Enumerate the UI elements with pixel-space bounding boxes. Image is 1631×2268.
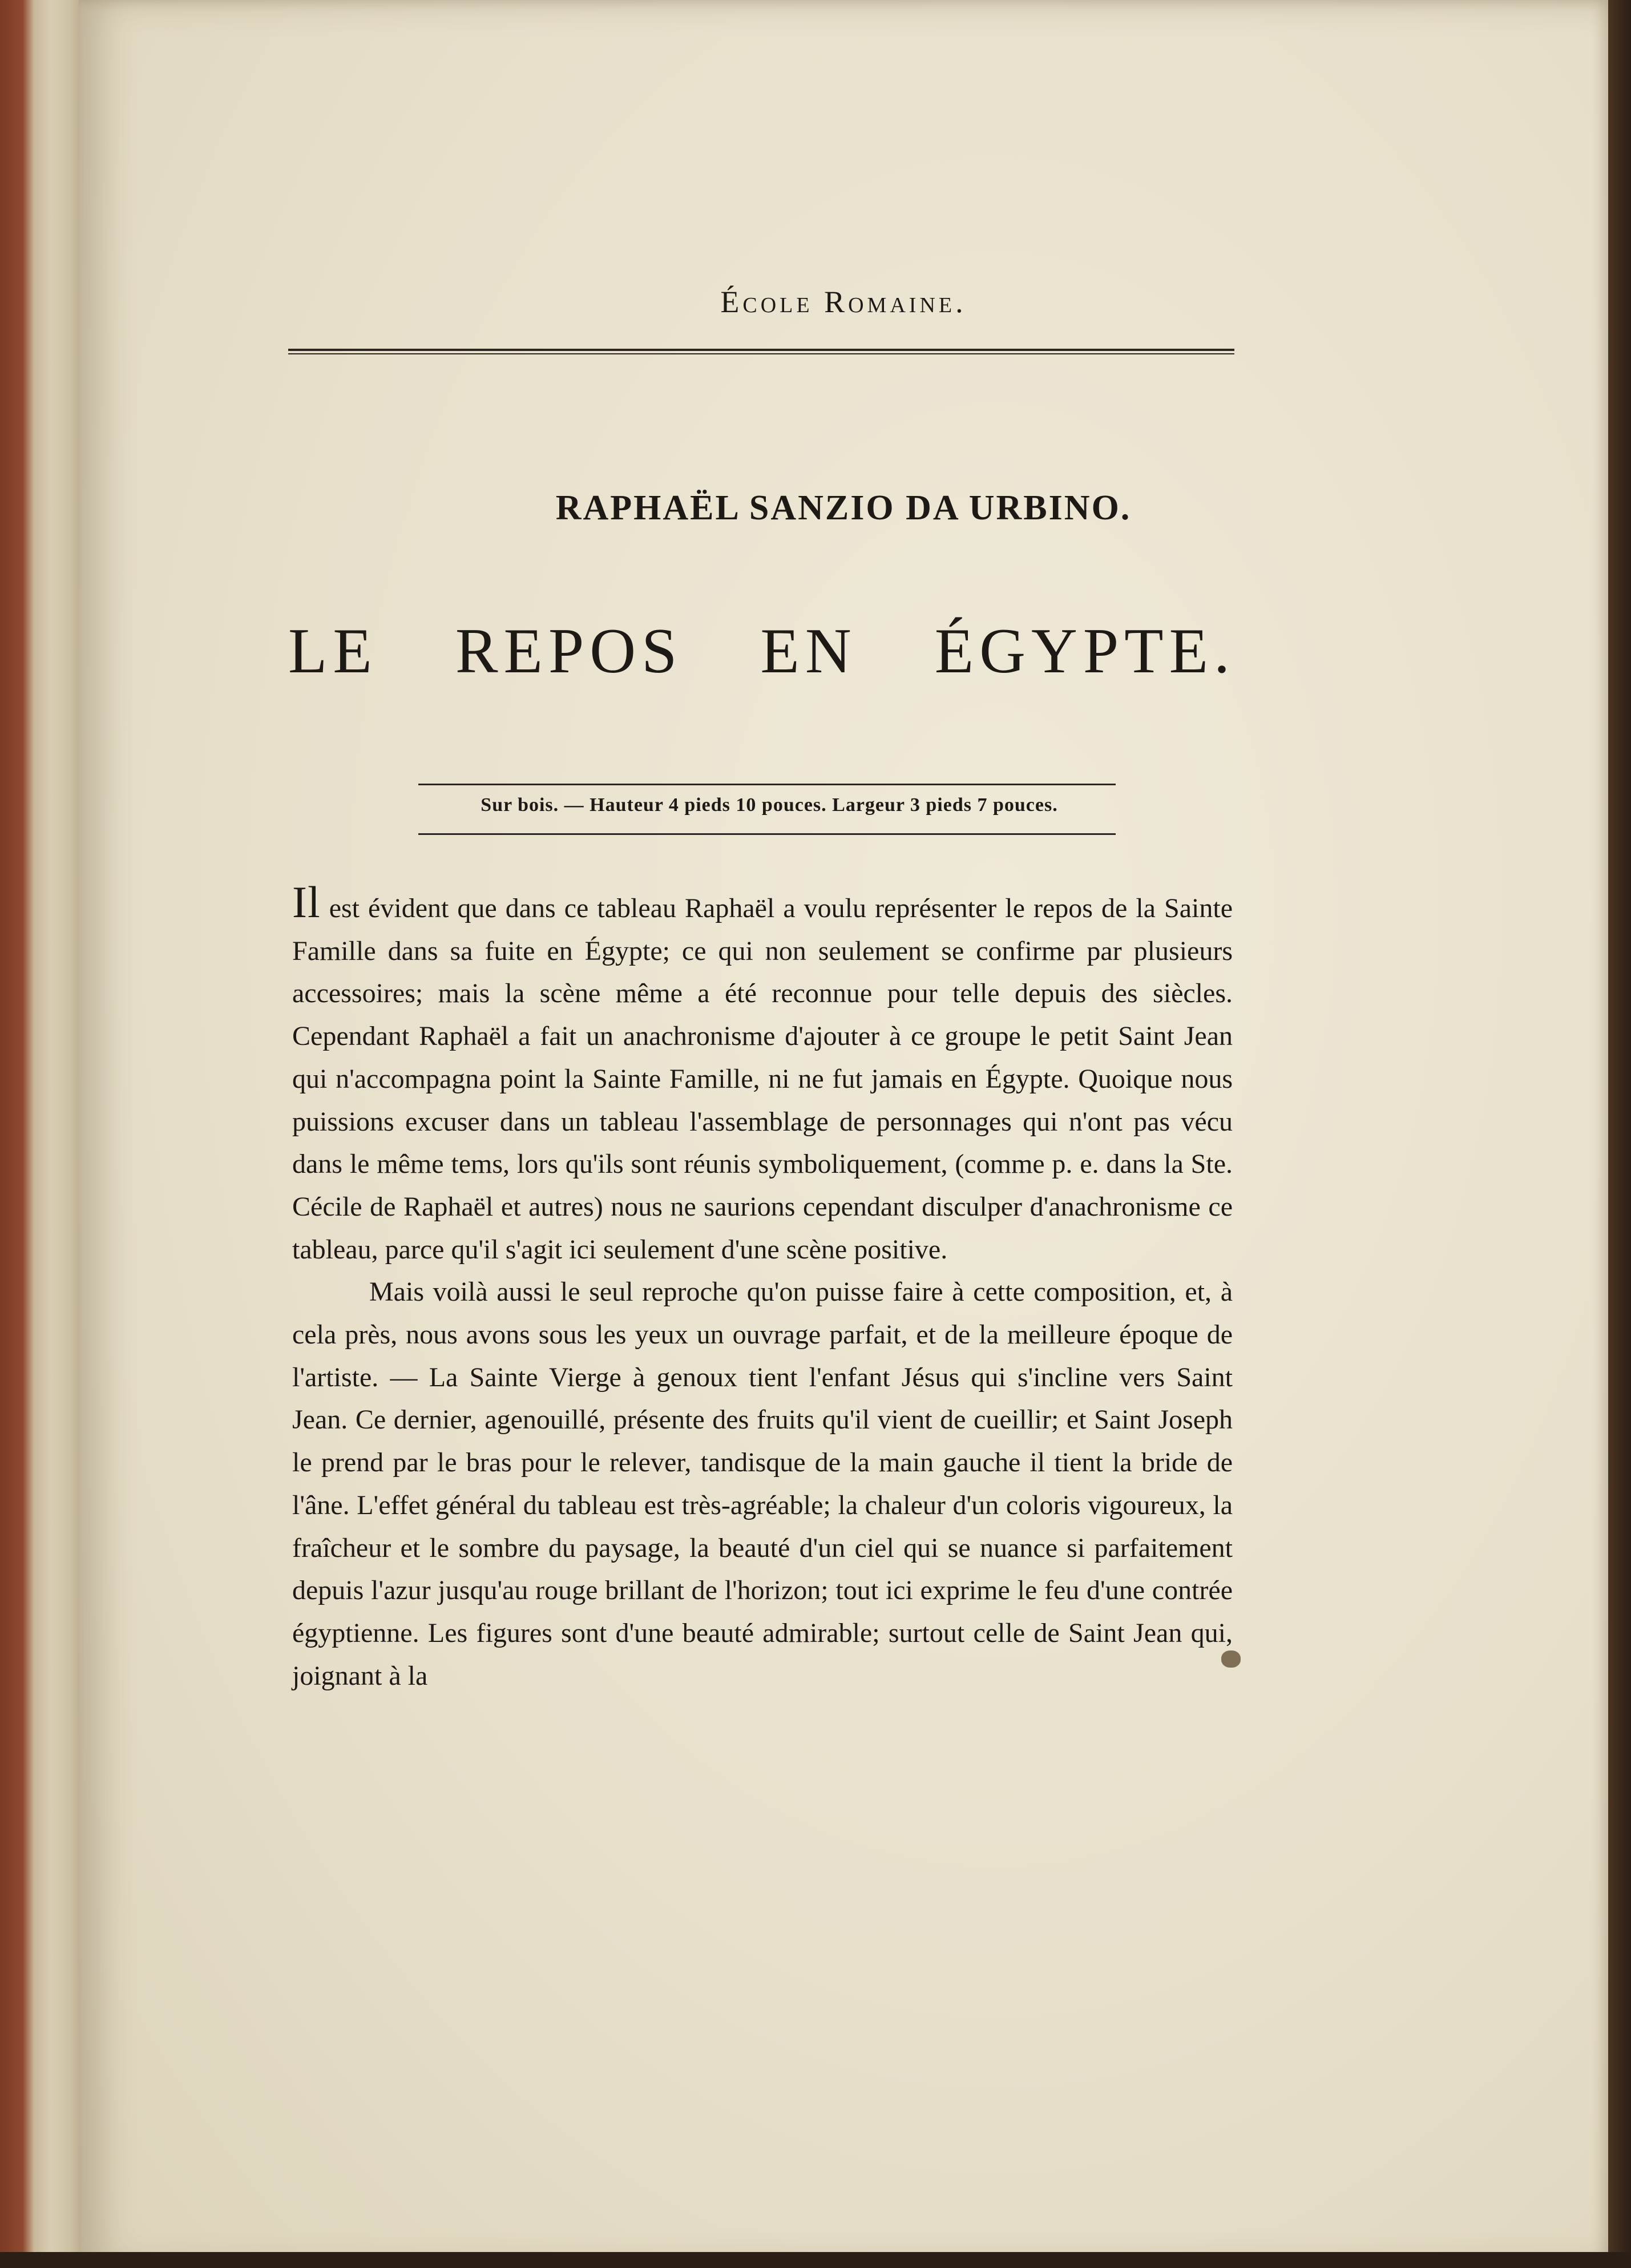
body-text [292, 877, 1233, 1697]
meta-rule-bottom [418, 833, 1116, 835]
paragraph-1 [292, 877, 1233, 1271]
paragraph-1-text: est évident que dans ce tableau Raphaël a voulu représenter le repos de la Sainte Famille dans sa fuite en Égypte; ce qui non seulement se confirme par plusieurs accessoires; mais la scène même a été reconnue pour telle depuis des siècles. Cependant Raphaël a fait un anachronisme d'ajouter à ce groupe le petit Saint Jean qui n'accompagna point la Sainte Famille, ni ne fut jamais en Égypte. Quoique nous puissions excuser dans un tableau l'assemblage de personnages qui n'ont pas vécu dans le même tems, lors qu'ils sont réunis symboliquement, (comme p. e. dans la Ste. Cécile de Raphaël et autres) nous ne saurions cependant disculper d'anachronisme ce tableau, parce qu'il s'agit ici seulement d'une scène positive. [292, 893, 1233, 1265]
artist-name: RAPHAËL SANZIO DA URBINO. [555, 489, 1132, 527]
school-heading: École Romaine. [720, 285, 967, 319]
page-bottom-border [0, 2252, 1631, 2268]
facing-page-edge [0, 0, 80, 2268]
painting-title: LE REPOS EN ÉGYPTE. [288, 616, 1236, 687]
meta-rule-top [418, 784, 1116, 785]
painting-dimensions: Sur bois. — Hauteur 4 pieds 10 pouces. Largeur 3 pieds 7 pouces. [481, 794, 1058, 816]
paper-stain [1221, 1650, 1241, 1668]
drop-cap: Il [292, 877, 321, 927]
page-right-border [1608, 0, 1631, 2268]
header-rule-thin [288, 353, 1234, 354]
header-rule-thick [288, 349, 1234, 351]
paragraph-2: Mais voilà aussi le seul reproche qu'on puisse faire à cette composition, et, à cela près, nous avons sous les yeux un ouvrage parfait, et de la meilleure époque de l'artiste. — La Sainte Vierge à genoux tient l'enfant Jésus qui s'incline vers Saint Jean. Ce dernier, agenouillé, présente des fruits qu'il vient de cueillir; et Saint Joseph le prend par le bras pour le relever, tandisque de la main gauche il tient la bride de l'âne. L'effet général du tableau est très-agréable; la chaleur d'un coloris vigoureux, la fraîcheur et le sombre du paysage, la beauté d'un ciel qui se nuance si parfaitement depuis l'azur jusqu'au rouge brillant de l'horizon; tout ici exprime le feu d'une contrée égyptienne. Les figures sont d'une beauté admirable; surtout celle de Saint Jean qui, joignant à la [292, 1277, 1233, 1691]
